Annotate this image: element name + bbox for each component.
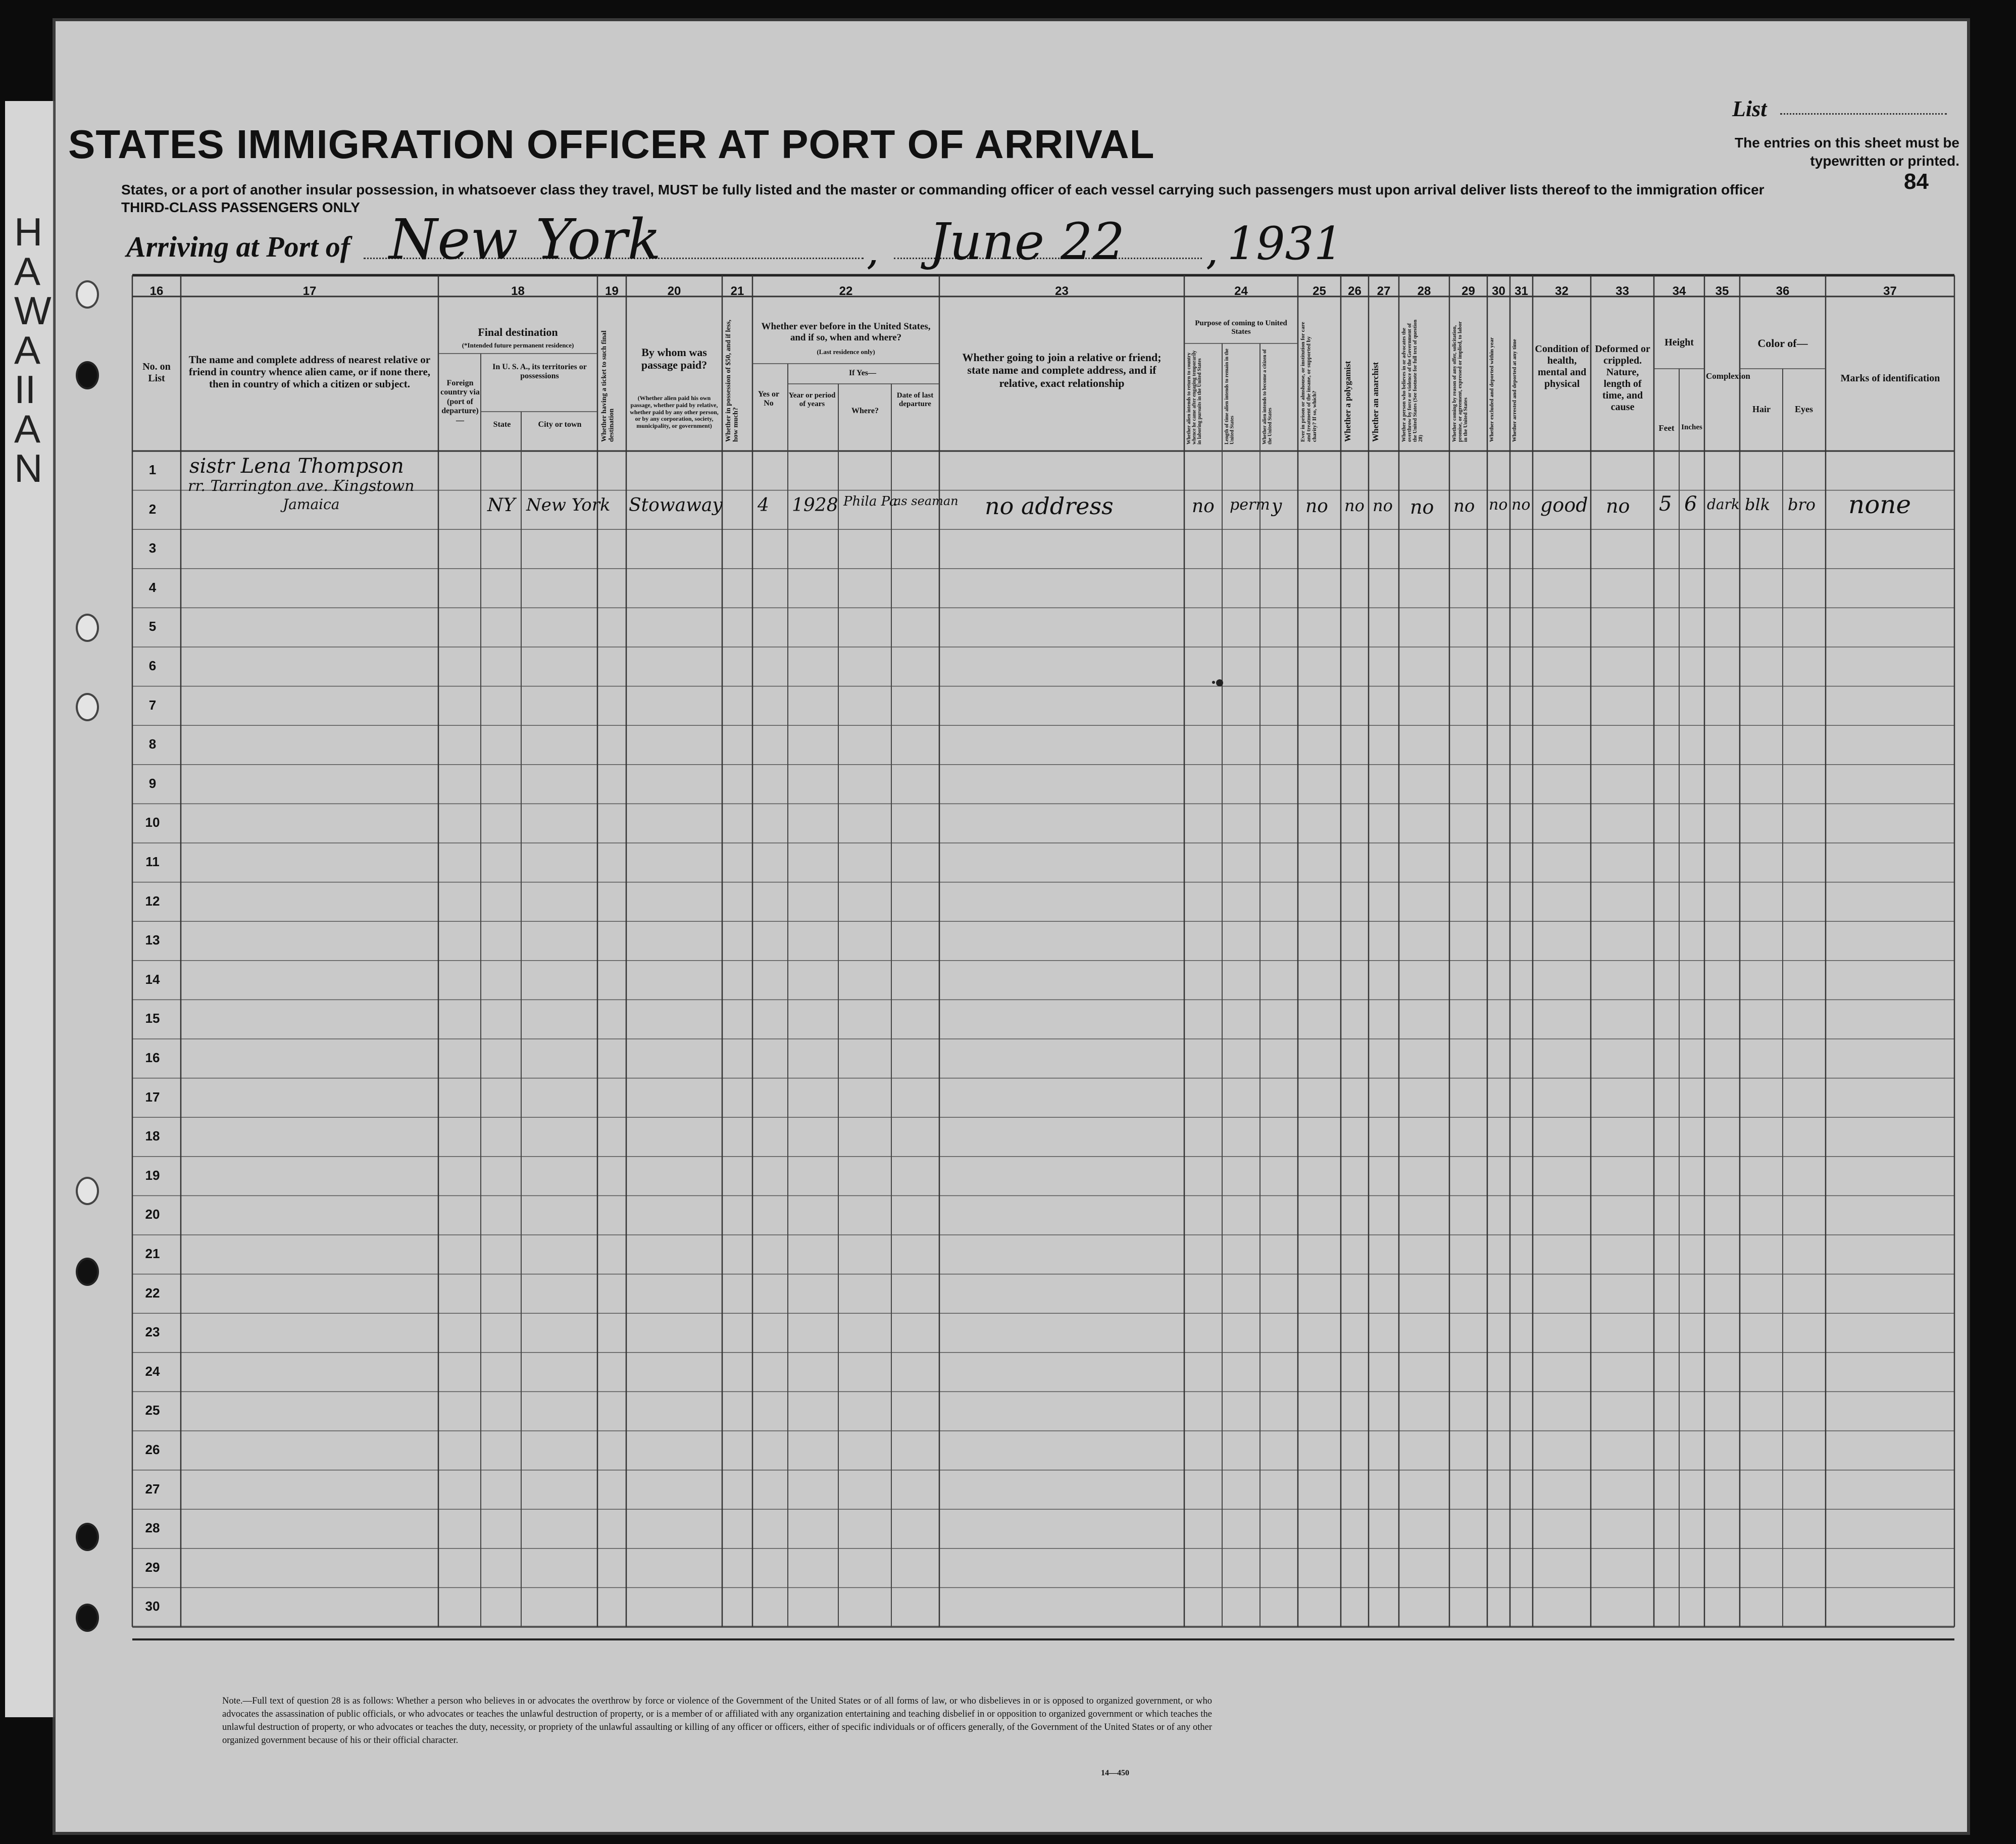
instructions-text: States, or a port of another insular possession, in whatsoever class they travel, MUST be fully listed and the master or commanding officer of each vessel carrying such passengers must upon arrival deliver lists thereof to the immigration officer (121, 182, 1765, 197)
header-complexion: Complexion (1706, 371, 1750, 381)
col-num: 23 (1055, 284, 1069, 298)
header-ever-before: Whether ever before in the United States, and if so, when and where? (761, 321, 931, 343)
entry-marks: none (1848, 490, 1911, 519)
row-number: 20 (145, 1207, 160, 1222)
punch-hole (76, 280, 99, 309)
entry-ever-where: Phila Pa (843, 494, 897, 509)
col-num: 33 (1616, 284, 1629, 298)
col-num: 16 (149, 284, 164, 298)
row-number: 3 (148, 540, 157, 556)
entry-ever-departure: as seaman (894, 494, 959, 508)
row-number: 2 (148, 501, 157, 517)
entry-deformed: no (1606, 495, 1630, 517)
header-polygamist: Whether a polygamist (1343, 361, 1352, 442)
header-purpose-a: Whether alien intends to return to country whence he came after engaging temporarily in laboring pursuits in the United States (1186, 350, 1202, 444)
entry-passage: Stowaway (629, 495, 723, 516)
header-deformed: Deformed or crippled. Nature, length of time, and cause (1595, 343, 1650, 413)
entry-arrested: no (1511, 496, 1531, 514)
header-ticket: Whether having a ticket to such final destination (600, 330, 616, 442)
header-offer: Whether coming by reason of any offer, solicitation, promise, or agreement, expressed or implied, to labor in the United States (1452, 321, 1469, 442)
header-anarchist: Whether an anarchist (1371, 362, 1380, 442)
header-foreign-country: Foreign country via (port of departure)— (440, 379, 480, 425)
header-purpose-b: Length of time alien intends to remain in the United States (1224, 348, 1235, 444)
header-no-on-list: No. on List (142, 361, 171, 384)
port-handwritten: New York (389, 207, 661, 272)
page-number: 84 (1904, 169, 1929, 194)
col-num: 20 (667, 284, 681, 298)
header-purpose-c: Whether alien intends to become a citizen of the United States (1262, 349, 1273, 444)
separator-comma: , (868, 237, 878, 272)
header-feet: Feet (1658, 423, 1675, 433)
header-inches: Inches (1681, 423, 1702, 431)
header-state: State (493, 420, 511, 429)
row-number: 16 (145, 1050, 160, 1065)
row-number: 11 (145, 854, 160, 869)
row-number: 25 (145, 1403, 160, 1418)
header-city: City or town (538, 420, 582, 429)
row-number: 8 (148, 736, 157, 752)
row-number: 7 (148, 697, 157, 713)
row-number: 4 (148, 579, 157, 595)
row-number: 19 (145, 1167, 160, 1183)
col-num: 18 (511, 284, 525, 298)
col-num: 37 (1883, 284, 1897, 298)
page-title: STATES IMMIGRATION OFFICER AT PORT OF ARRIVAL (68, 122, 1155, 167)
row-number: 30 (145, 1599, 160, 1614)
list-label: List (1732, 96, 1767, 121)
entry-offer: no (1453, 496, 1475, 516)
punch-hole (76, 614, 99, 642)
col-num: 29 (1461, 284, 1475, 298)
header-date-last: Date of last departure (896, 391, 934, 409)
entry-relative-line3: Jamaica (283, 496, 340, 513)
entry-relative-line2: rr. Tarrington ave. Kingstown (188, 477, 415, 495)
typewritten-notice: The entries on this sheet must be typewritten or printed. (1735, 135, 1959, 169)
entry-purpose-c: y (1272, 496, 1282, 517)
arriving-label: Arriving at Port of (126, 230, 350, 263)
ink-spot (1216, 679, 1223, 686)
header-overthrow: Whether a person who believes in or advocates the overthrow by force or violence of the Government of the United States (See footnote for full text of question 28) (1401, 319, 1424, 442)
entry-going-to-join: no address (985, 492, 1114, 520)
year-handwritten: 1931 (1227, 217, 1343, 270)
punch-hole (76, 1177, 99, 1205)
row-number: 9 (148, 775, 157, 791)
entry-eyes: bro (1788, 495, 1816, 514)
passenger-class: THIRD-CLASS PASSENGERS ONLY (121, 200, 360, 215)
header-marks: Marks of identification (1840, 373, 1940, 384)
row-number: 14 (145, 971, 160, 987)
row-number: 26 (145, 1442, 160, 1457)
punch-hole (76, 1258, 99, 1286)
header-final-destination-sub: (*Intended future permanent residence) (462, 341, 574, 349)
header-health: Condition of health, mental and physical (1535, 343, 1589, 389)
entry-possession: 4 (758, 495, 769, 516)
col-num: 32 (1555, 284, 1569, 298)
strip-word: HAWAIIAN (14, 210, 52, 490)
row-number: 27 (145, 1481, 160, 1497)
row-number: 21 (145, 1246, 160, 1261)
col-num: 34 (1672, 284, 1686, 298)
header-year: Year or period of years (788, 391, 836, 409)
header-purpose: Purpose of coming to United States (1195, 319, 1287, 336)
row-number: 29 (145, 1559, 160, 1575)
footnote-question-28: Note.—Full text of question 28 is as follows: Whether a person who believes in or advocates the overthrow by force or violence of the Government of the United States or of all forms of law, or who disbelieves in or is opposed to organized government, or who advocates the assassination of public officials, or who advocates or teaches the unlawful destruction of property, or is a member of or affiliated with any organization entertaining and teaching disbelief in or opposition to organized government or which teaches the unlawful destruction of property, or who advocates or teaches the duty, necessity, or propriety of the unlawful assaulting or killing of any officer or officers, either of specific individuals or of officers generally, of the Government of the United States or of any other organized government because of his or their official character. (222, 1696, 1212, 1746)
header-eyes: Eyes (1795, 404, 1813, 414)
header-possession: Whether in possession of $50, and if less, how much? (725, 319, 740, 442)
entry-purpose-b: perm (1230, 496, 1270, 514)
entry-ever-year: 1928 (792, 495, 838, 516)
entry-health: good (1540, 494, 1588, 516)
entry-complexion: dark (1707, 496, 1740, 513)
punch-hole (76, 1523, 99, 1551)
row-number: 12 (145, 893, 160, 909)
col-num: 36 (1776, 284, 1790, 298)
header-prison: Ever in prison or almshouse, or institution for care and treatment of the insane, or supported by charity? If so, which? (1300, 322, 1318, 442)
col-num: 25 (1313, 284, 1326, 298)
col-num: 17 (303, 284, 317, 298)
ink-spot (1212, 681, 1215, 684)
col-num: 26 (1348, 284, 1362, 298)
row-number: 13 (145, 932, 160, 948)
header-yes-no: Yes or No (758, 390, 780, 408)
header-height: Height (1665, 337, 1694, 348)
header-arrested: Whether arrested and deported at any time (1511, 339, 1518, 442)
entry-overthrow: no (1410, 496, 1434, 518)
punch-hole (76, 1604, 99, 1632)
col-num: 24 (1234, 284, 1248, 298)
header-where: Where? (851, 407, 879, 415)
binding-strip (5, 101, 55, 1717)
header-nearest-relative: The name and complete address of nearest relative or friend in country whence alien came, or if none there, then in country of which a citizen or subject. (188, 354, 431, 390)
entry-anarchist: no (1373, 496, 1393, 515)
entry-purpose-a: no (1192, 496, 1215, 517)
entry-excluded: no (1489, 496, 1508, 514)
row-number: 5 (148, 619, 157, 634)
row-number: 24 (145, 1363, 160, 1379)
col-num: 35 (1715, 284, 1729, 298)
col-num: 30 (1492, 284, 1505, 298)
header-passage-sub: (Whether alien paid his own passage, whether paid by relative, whether paid by any other person, or by any corporation, society, municipality, or government) (630, 394, 719, 430)
col-num: 28 (1417, 284, 1431, 298)
col-num: 22 (839, 284, 853, 298)
punch-hole (76, 693, 99, 721)
row-number: 28 (145, 1520, 160, 1536)
header-color-of: Color of— (1757, 337, 1808, 350)
header-if-yes: If Yes— (848, 369, 877, 377)
row-number: 6 (148, 658, 157, 673)
col-num: 19 (605, 284, 619, 298)
header-in-usa: In U. S. A., its territories or possessions (492, 363, 587, 381)
punch-hole (76, 361, 99, 389)
col-num: 31 (1515, 284, 1528, 298)
col-num: 21 (730, 284, 744, 298)
row-number: 17 (145, 1089, 160, 1105)
header-ever-before-sub: (Last residence only) (817, 348, 875, 356)
entry-polygamist: no (1344, 496, 1365, 515)
header-hair: Hair (1752, 404, 1771, 414)
form-code: 14—450 (1101, 1769, 1129, 1777)
separator-comma: , (1207, 237, 1218, 272)
entry-hair: blk (1745, 495, 1771, 514)
entry-prison: no (1305, 496, 1328, 517)
row-number: 23 (145, 1324, 160, 1340)
header-going-to-join: Whether going to join a relative or friend; state name and complete address, and if relative, exact relationship (962, 351, 1162, 389)
header-passage: By whom was passage paid? (641, 346, 708, 372)
entry-relative-line1: sistr Lena Thompson (189, 455, 404, 478)
entry-inches: 6 (1684, 492, 1697, 516)
entry-state: NY (487, 495, 516, 516)
date-handwritten: June 22 (929, 212, 1125, 271)
header-final-destination: Final destination (478, 326, 558, 338)
row-number: 18 (145, 1128, 160, 1144)
row-number: 10 (145, 815, 160, 830)
entry-city: New York (526, 495, 611, 515)
entry-feet: 5 (1659, 492, 1672, 516)
row-number: 15 (145, 1011, 160, 1026)
list-number-line (1780, 113, 1947, 115)
col-num: 27 (1377, 284, 1391, 298)
row-number: 22 (145, 1285, 160, 1301)
header-excluded: Whether excluded and deported within year (1489, 337, 1495, 442)
row-number: 1 (148, 462, 157, 477)
